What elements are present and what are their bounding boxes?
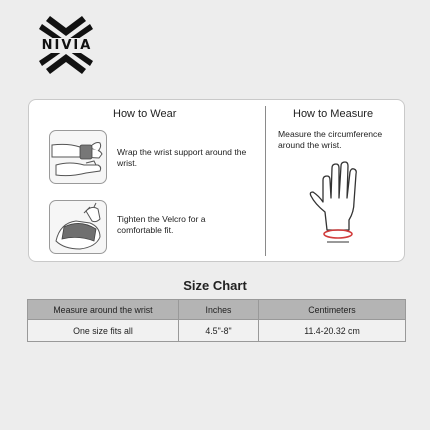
instructions-card xyxy=(28,99,405,262)
cell-centimeters: 11.4-20.32 cm xyxy=(259,320,406,342)
hand-wrist-measure-icon xyxy=(305,158,375,246)
size-chart-title: Size Chart xyxy=(183,278,247,293)
header-centimeters: Centimeters xyxy=(259,300,406,320)
cell-inches: 4.5"-8" xyxy=(179,320,259,342)
header-inches: Inches xyxy=(179,300,259,320)
how-to-measure-title: How to Measure xyxy=(293,108,374,120)
wrap-wrist-illustration-icon xyxy=(49,130,107,184)
wear-step-1-text: Wrap the wrist support around the wrist. xyxy=(117,147,247,168)
how-to-wear-title: How to Wear xyxy=(113,108,177,120)
column-divider xyxy=(265,106,266,256)
wear-step-2-text: Tighten the Velcro for a comfortable fit. xyxy=(117,214,206,235)
nivia-logo xyxy=(14,14,118,76)
table-header-row xyxy=(28,300,406,320)
cell-size: One size fits all xyxy=(28,320,179,342)
brand-name: NIVIA xyxy=(18,38,116,53)
header-measure: Measure around the wrist xyxy=(28,300,179,320)
tighten-velcro-illustration-icon xyxy=(49,200,107,254)
size-chart-table xyxy=(27,299,406,342)
table-row xyxy=(28,320,406,342)
measure-instruction-text: Measure the circumference around the wrist. xyxy=(278,129,383,150)
